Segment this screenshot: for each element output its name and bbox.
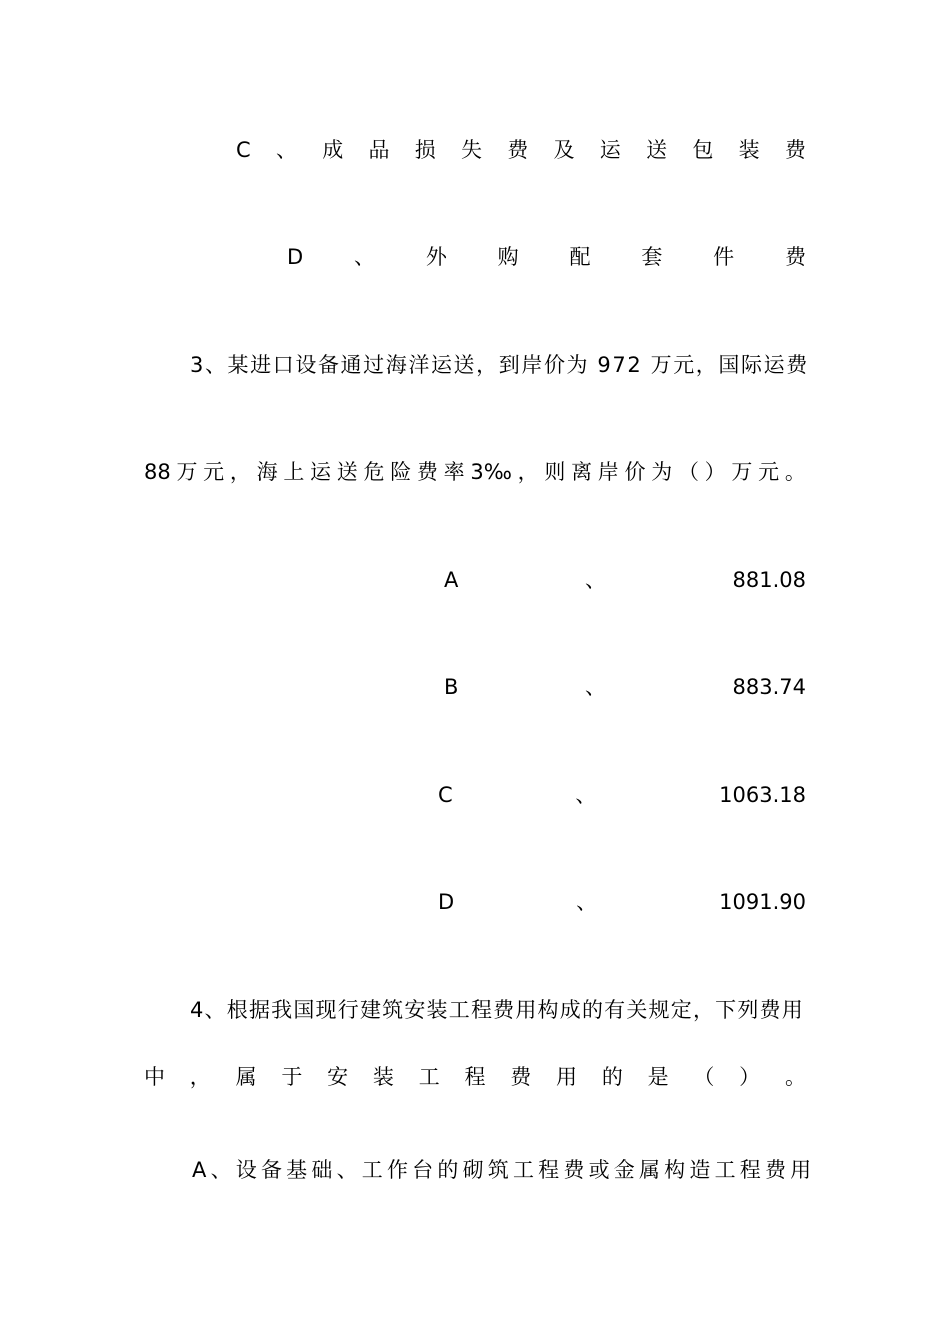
char-token: 品 bbox=[368, 138, 390, 162]
char-token: 装 bbox=[372, 1065, 394, 1089]
char-token: 失 bbox=[461, 138, 482, 162]
char-token: 及 bbox=[553, 138, 575, 162]
option-separator: 、 bbox=[576, 890, 598, 914]
char-token: 件 bbox=[713, 245, 735, 269]
question-3-line-1 bbox=[190, 350, 809, 380]
char-token: 购 bbox=[497, 245, 519, 269]
char-token: 万 bbox=[731, 460, 753, 484]
question-3-option-c bbox=[438, 780, 806, 810]
char-token: ， bbox=[189, 1065, 211, 1089]
question-3-text: 3、某进口设备通过海洋运送，到岸价为 972 万元，国际运费 bbox=[190, 353, 809, 377]
char-token: 费 bbox=[507, 138, 529, 162]
char-token: 元 bbox=[203, 460, 225, 484]
char-token: 岸 bbox=[597, 460, 619, 484]
option-letter: A bbox=[444, 568, 459, 592]
char-token: 装 bbox=[738, 138, 760, 162]
char-token: 费 bbox=[784, 138, 806, 162]
option-letter: D bbox=[287, 245, 304, 269]
char-token: 包 bbox=[692, 138, 714, 162]
option-separator: 、 bbox=[354, 245, 375, 269]
char-token: ， bbox=[229, 460, 251, 484]
char-token: （ bbox=[677, 460, 699, 484]
char-token: 3‰ bbox=[470, 460, 512, 484]
char-token: 于 bbox=[281, 1065, 303, 1089]
char-token: 用 bbox=[556, 1065, 578, 1089]
char-token: 的 bbox=[601, 1065, 623, 1089]
option-separator: 、 bbox=[575, 783, 597, 807]
char-token: 危 bbox=[363, 460, 385, 484]
option-d-previous-question bbox=[287, 242, 806, 272]
option-letter: C bbox=[438, 783, 453, 807]
char-token: ） bbox=[704, 460, 726, 484]
char-token: 万 bbox=[176, 460, 198, 484]
char-token: 工 bbox=[418, 1065, 440, 1089]
char-token: 元 bbox=[758, 460, 780, 484]
question-3-option-d bbox=[438, 887, 806, 917]
char-token: 。 bbox=[784, 460, 806, 484]
char-token: 价 bbox=[624, 460, 646, 484]
char-token: ） bbox=[739, 1065, 761, 1089]
char-token: 为 bbox=[651, 460, 673, 484]
option-c-previous-question bbox=[236, 135, 806, 165]
char-token: 送 bbox=[646, 138, 668, 162]
option-letter: D bbox=[438, 890, 455, 914]
char-token: 费 bbox=[416, 460, 438, 484]
option-letter: B bbox=[444, 675, 459, 699]
char-token: 运 bbox=[599, 138, 621, 162]
char-token: 险 bbox=[390, 460, 412, 484]
option-value: 881.08 bbox=[732, 568, 806, 592]
char-token: 损 bbox=[414, 138, 436, 162]
char-token: 成 bbox=[322, 138, 344, 162]
option-separator: 、 bbox=[584, 675, 606, 699]
char-token: 上 bbox=[283, 460, 305, 484]
option-value: 1063.18 bbox=[719, 783, 806, 807]
char-token: 费 bbox=[510, 1065, 532, 1089]
option-separator: 、 bbox=[584, 568, 606, 592]
char-token: 运 bbox=[310, 460, 332, 484]
char-token: 离 bbox=[571, 460, 593, 484]
char-token: 海 bbox=[256, 460, 278, 484]
option-separator: 、 bbox=[275, 138, 297, 162]
char-token: 送 bbox=[336, 460, 358, 484]
question-3-line-2 bbox=[144, 457, 806, 487]
question-3-option-b bbox=[444, 672, 806, 702]
char-token: 配 bbox=[569, 245, 591, 269]
char-token: （ bbox=[693, 1065, 715, 1089]
question-4-line-1 bbox=[190, 995, 804, 1025]
char-token: 。 bbox=[784, 1065, 806, 1089]
char-token: 安 bbox=[327, 1065, 349, 1089]
char-token: 率 bbox=[443, 460, 465, 484]
option-value: 1091.90 bbox=[719, 890, 806, 914]
char-token: 程 bbox=[464, 1065, 486, 1089]
question-4-line-2 bbox=[144, 1062, 806, 1092]
question-3-option-a bbox=[444, 565, 806, 595]
char-token: 是 bbox=[647, 1065, 669, 1089]
char-token: 费 bbox=[784, 245, 806, 269]
char-token: 88 bbox=[144, 460, 171, 484]
option-a-text: A、设备基础、工作台的砌筑工程费或金属构造工程费用 bbox=[192, 1158, 816, 1182]
char-token: 属 bbox=[235, 1065, 257, 1089]
option-value: 883.74 bbox=[732, 675, 806, 699]
char-token: ， bbox=[517, 460, 539, 484]
char-token: 则 bbox=[544, 460, 566, 484]
char-token: 中 bbox=[144, 1065, 165, 1089]
char-token: 外 bbox=[425, 245, 447, 269]
question-4-text: 4、根据我国现行建筑安装工程费用构成的有关规定，下列费用 bbox=[190, 998, 804, 1022]
question-4-option-a bbox=[192, 1155, 815, 1185]
option-letter: C bbox=[236, 138, 251, 162]
char-token: 套 bbox=[641, 245, 663, 269]
